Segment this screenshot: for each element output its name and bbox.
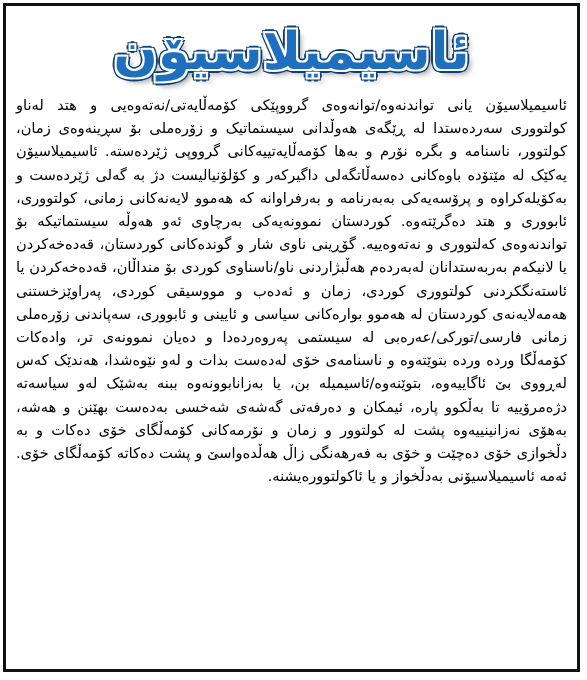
article-card: [3, 3, 580, 672]
article-body: ئاسیمیلاسیۆن یانی تواندنەوە/توانەوەی گرووپێکی کۆمەڵایەتی/نەتەوەیی و هتد لەناو کولتووری سەردەستدا لە ڕێگەی هەوڵدانی سیستماتیک و زۆرەملی بۆ سڕینەوەی زمان، کولتوور، ناسنامە و بگرە نۆرم و بەها کۆمەڵایەتییەکانی گرووپی ژێردەستە. ئاسیمیلاسیۆن یەکێک لە مێتۆدە باوەکانی دەسەڵاتگەلی داگیرکەر و کۆلۆنیالیست دژ بە گەلی ژێردەست و بەکۆیلەکراوە و پرۆسەیەکی بەبەرنامە و بەرفراوانە کە هەموو لایەنەکانی زمانی، کولتووری، ئابووری و هتد دەگرێتەوە. کوردستان نموونەیەکی بەرچاوی ئەو هەوڵە سیستماتیکە بۆ تواندنەوەی کەلتووری و نەتەوەییە. گۆڕینی ناوی شار و گوندەکانی کوردستان، قەدەخەکردن یا لانیکەم بەربەستدانان لەبەردەم هەڵبژاردنی ناو/ناسناوی کوردی بۆ منداڵان، قەدەخەکردن یا ئاستەنگکردنی کولتووری کوردی، زمان و ئەدەب و مووسیقی کوردی، پەراوێزخستنی هەمەلایەنەی کوردستان لە هەموو بوارەکانی سیاسی و ئایینی و ئابووری، سەپاندنی زۆرەملی زمانی فارسی/تورکی/عەرەبی لە سیستمی پەروەردەدا و دەیان نموونەی تر، وادەکات کۆمەڵگا وردە وردە بتوێتەوە و ناسنامەی خۆی لەدەست بدات و لەو نێوەشدا، هەندێک کەس لەڕووی بێ ئاگاییەوە، بتوێنەوە/ئاسیمیلە بن، یا بەزانابوونەوە ببنە بەشێک لەو سیاسەتە دژەمرۆییە تا بەڵکوو پارە، ئیمکان و دەرفەتی گەشەی شەخسی بەدەست بهێنن و هەشە، بەهۆی نەزانینییەوە پشت لە کولتوور و زمان و نۆرمەکانی کۆمەڵگای خۆی دەکات و بە دڵخوازی خۆی دەچێت و خۆی بە فەرهەنگی زاڵ هەڵدەواسێ و پشت دەکاتە کۆمەڵگای خۆی. ئەمە ئاسیمیلاسیۆنی بەدڵخواز و یا ئاکولتوورەیشنە.: [16, 97, 567, 486]
article-title: ئاسیمیلاسیۆن: [113, 22, 470, 82]
